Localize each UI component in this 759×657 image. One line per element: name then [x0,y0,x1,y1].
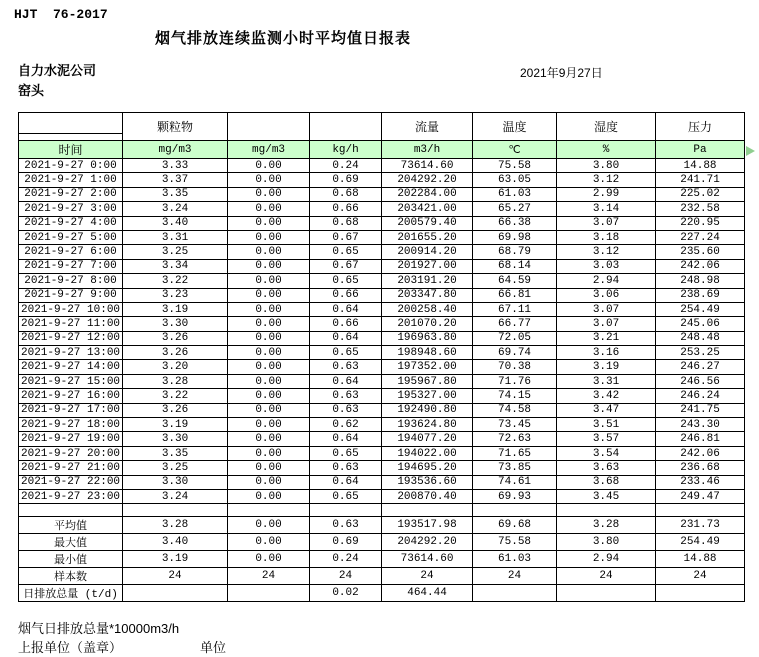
time-cell: 2021-9-27 11:00 [19,317,123,331]
value-cell: 195327.00 [382,389,473,403]
value-cell: 0.00 [228,216,310,230]
value-cell: 0.62 [310,418,382,432]
time-cell: 2021-9-27 23:00 [19,489,123,503]
value-cell: 3.19 [123,418,228,432]
summary-value-cell: 24 [473,568,557,585]
value-cell: 3.25 [123,461,228,475]
value-cell: 68.79 [473,245,557,259]
value-cell: 200914.20 [382,245,473,259]
table-row [19,489,745,503]
value-cell: 0.00 [228,317,310,331]
value-cell: 236.68 [656,461,745,475]
value-cell: 0.68 [310,216,382,230]
summary-label-cell: 日排放总量 (t/d) [19,585,123,602]
value-cell: 3.18 [557,230,656,244]
value-cell: 245.06 [656,317,745,331]
standard-number: HJT 76-2017 [14,7,108,22]
time-cell: 2021-9-27 9:00 [19,288,123,302]
value-cell: 3.68 [557,475,656,489]
time-cell: 2021-9-27 19:00 [19,432,123,446]
value-cell: 254.49 [656,302,745,316]
table-row [19,446,745,460]
value-cell: 3.31 [123,230,228,244]
value-cell: 0.00 [228,230,310,244]
value-cell: 3.30 [123,432,228,446]
value-cell: 3.54 [557,446,656,460]
value-cell: 220.95 [656,216,745,230]
value-cell: 0.64 [310,374,382,388]
summary-value-cell: 3.28 [557,517,656,534]
table-row [19,173,745,187]
summary-value-cell: 0.24 [310,551,382,568]
value-cell: 201655.20 [382,230,473,244]
value-cell: 74.61 [473,475,557,489]
value-cell: 0.65 [310,346,382,360]
value-cell: 3.37 [123,173,228,187]
summary-value-cell: 24 [310,568,382,585]
summary-value-cell: 2.94 [557,551,656,568]
value-cell: 3.42 [557,389,656,403]
value-cell: 232.58 [656,202,745,216]
summary-value-cell: 3.80 [557,534,656,551]
value-cell: 0.65 [310,274,382,288]
table-row [19,230,745,244]
value-cell: 0.68 [310,187,382,201]
group-header-cell: 颗粒物 [123,113,228,141]
value-cell: 0.63 [310,403,382,417]
time-cell: 2021-9-27 20:00 [19,446,123,460]
summary-value-cell [473,585,557,602]
value-cell: 0.00 [228,331,310,345]
value-cell: 0.00 [228,389,310,403]
time-cell: 2021-9-27 21:00 [19,461,123,475]
value-cell: 194695.20 [382,461,473,475]
value-cell: 69.93 [473,489,557,503]
summary-value-cell: 204292.20 [382,534,473,551]
value-cell: 3.63 [557,461,656,475]
table-row [19,216,745,230]
value-cell: 70.38 [473,360,557,374]
value-cell: 66.81 [473,288,557,302]
monitoring-table [18,112,745,602]
empty-cell [557,504,656,517]
time-cell: 2021-9-27 16:00 [19,389,123,403]
value-cell: 66.38 [473,216,557,230]
value-cell: 0.00 [228,461,310,475]
value-cell: 0.00 [228,489,310,503]
value-cell: 3.07 [557,302,656,316]
table-row [19,159,745,173]
value-cell: 253.25 [656,346,745,360]
value-cell: 0.65 [310,446,382,460]
time-cell: 2021-9-27 7:00 [19,259,123,273]
value-cell: 249.47 [656,489,745,503]
value-cell: 71.65 [473,446,557,460]
value-cell: 203191.20 [382,274,473,288]
value-cell: 3.19 [557,360,656,374]
table-row [19,517,745,534]
unit-cell: Pa [656,141,745,159]
summary-label-cell: 平均值 [19,517,123,534]
value-cell: 0.00 [228,173,310,187]
empty-cell [19,504,123,517]
summary-value-cell: 0.00 [228,551,310,568]
value-cell: 0.00 [228,202,310,216]
value-cell: 233.46 [656,475,745,489]
report-date: 2021年9月27日 [520,66,603,80]
value-cell: 0.65 [310,245,382,259]
table-row [19,346,745,360]
table-row [19,389,745,403]
table-row [19,202,745,216]
table-row [19,302,745,316]
value-cell: 72.05 [473,331,557,345]
unit-cell: mg/m3 [123,141,228,159]
time-cell: 2021-9-27 10:00 [19,302,123,316]
value-cell: 3.26 [123,346,228,360]
value-cell: 3.26 [123,403,228,417]
value-cell: 246.81 [656,432,745,446]
value-cell: 192490.80 [382,403,473,417]
table-row [19,317,745,331]
time-cell: 2021-9-27 6:00 [19,245,123,259]
value-cell: 3.22 [123,389,228,403]
value-cell: 3.47 [557,403,656,417]
time-header-bottom-cell [19,134,123,141]
value-cell: 3.25 [123,245,228,259]
value-cell: 246.56 [656,374,745,388]
time-cell: 2021-9-27 22:00 [19,475,123,489]
summary-value-cell: 0.00 [228,534,310,551]
empty-cell [382,504,473,517]
value-cell: 2.94 [557,274,656,288]
table-row [19,374,745,388]
value-cell: 193624.80 [382,418,473,432]
summary-value-cell: 24 [656,568,745,585]
value-cell: 73614.60 [382,159,473,173]
value-cell: 3.45 [557,489,656,503]
value-cell: 202284.00 [382,187,473,201]
summary-label-cell: 最小值 [19,551,123,568]
value-cell: 3.80 [557,159,656,173]
unit-cell: kg/h [310,141,382,159]
unit-label: 单位 [200,640,227,655]
empty-cell [473,504,557,517]
value-cell: 0.00 [228,288,310,302]
value-cell: 248.98 [656,274,745,288]
table-row [19,274,745,288]
summary-value-cell: 3.28 [123,517,228,534]
empty-cell [228,504,310,517]
time-cell: 2021-9-27 15:00 [19,374,123,388]
green-arrow-icon [746,146,755,156]
value-cell: 65.27 [473,202,557,216]
summary-value-cell: 231.73 [656,517,745,534]
unit-cell: m3/h [382,141,473,159]
value-cell: 0.66 [310,288,382,302]
time-header-top-cell [19,113,123,134]
summary-value-cell: 0.02 [310,585,382,602]
value-cell: 71.76 [473,374,557,388]
time-cell: 2021-9-27 5:00 [19,230,123,244]
value-cell: 74.58 [473,403,557,417]
table-row [19,141,745,159]
value-cell: 3.20 [123,360,228,374]
value-cell: 73.85 [473,461,557,475]
summary-value-cell: 0.69 [310,534,382,551]
value-cell: 3.14 [557,202,656,216]
value-cell: 225.02 [656,187,745,201]
value-cell: 242.06 [656,446,745,460]
value-cell: 14.88 [656,159,745,173]
value-cell: 0.00 [228,302,310,316]
summary-value-cell: 69.68 [473,517,557,534]
value-cell: 66.77 [473,317,557,331]
group-header-cell: 温度 [473,113,557,141]
table-row [19,187,745,201]
table-row [19,534,745,551]
table-row [19,585,745,602]
table-row [19,113,745,134]
summary-value-cell: 61.03 [473,551,557,568]
value-cell: 72.63 [473,432,557,446]
summary-value-cell: 14.88 [656,551,745,568]
time-cell: 2021-9-27 0:00 [19,159,123,173]
value-cell: 194022.00 [382,446,473,460]
value-cell: 0.00 [228,274,310,288]
company-name: 自力水泥公司 [18,63,97,78]
value-cell: 3.34 [123,259,228,273]
value-cell: 68.14 [473,259,557,273]
value-cell: 0.65 [310,489,382,503]
value-cell: 63.05 [473,173,557,187]
value-cell: 61.03 [473,187,557,201]
time-column-header: 时间 [19,141,123,159]
value-cell: 0.00 [228,259,310,273]
value-cell: 0.63 [310,461,382,475]
value-cell: 3.26 [123,331,228,345]
group-header-cell: 湿度 [557,113,656,141]
summary-value-cell: 3.40 [123,534,228,551]
value-cell: 3.06 [557,288,656,302]
summary-value-cell: 75.58 [473,534,557,551]
value-cell: 193536.60 [382,475,473,489]
value-cell: 3.22 [123,274,228,288]
summary-value-cell: 24 [382,568,473,585]
value-cell: 3.30 [123,317,228,331]
unit-cell: % [557,141,656,159]
value-cell: 0.67 [310,259,382,273]
value-cell: 2.99 [557,187,656,201]
summary-value-cell [557,585,656,602]
value-cell: 0.00 [228,403,310,417]
table-row [19,418,745,432]
value-cell: 0.00 [228,360,310,374]
table-row [19,245,745,259]
value-cell: 3.07 [557,317,656,331]
value-cell: 0.64 [310,475,382,489]
table-row [19,259,745,273]
summary-value-cell: 24 [557,568,656,585]
empty-cell [310,504,382,517]
value-cell: 3.23 [123,288,228,302]
value-cell: 194077.20 [382,432,473,446]
value-cell: 3.31 [557,374,656,388]
unit-cell: mg/m3 [228,141,310,159]
value-cell: 3.24 [123,202,228,216]
value-cell: 195967.80 [382,374,473,388]
value-cell: 238.69 [656,288,745,302]
time-cell: 2021-9-27 3:00 [19,202,123,216]
value-cell: 0.00 [228,346,310,360]
value-cell: 0.64 [310,432,382,446]
value-cell: 243.30 [656,418,745,432]
group-header-cell: 压力 [656,113,745,141]
value-cell: 64.59 [473,274,557,288]
empty-cell [123,504,228,517]
value-cell: 3.24 [123,489,228,503]
station-name: 窑头 [18,83,45,98]
summary-label-cell: 样本数 [19,568,123,585]
value-cell: 0.00 [228,475,310,489]
summary-label-cell: 最大值 [19,534,123,551]
value-cell: 3.51 [557,418,656,432]
value-cell: 3.03 [557,259,656,273]
value-cell: 246.27 [656,360,745,374]
unit-cell: ℃ [473,141,557,159]
value-cell: 3.35 [123,187,228,201]
time-cell: 2021-9-27 18:00 [19,418,123,432]
value-cell: 197352.00 [382,360,473,374]
value-cell: 201927.00 [382,259,473,273]
summary-value-cell: 464.44 [382,585,473,602]
value-cell: 3.57 [557,432,656,446]
value-cell: 67.11 [473,302,557,316]
summary-value-cell: 193517.98 [382,517,473,534]
value-cell: 241.71 [656,173,745,187]
value-cell: 0.67 [310,230,382,244]
value-cell: 196963.80 [382,331,473,345]
value-cell: 3.07 [557,216,656,230]
summary-value-cell: 73614.60 [382,551,473,568]
value-cell: 0.00 [228,446,310,460]
time-cell: 2021-9-27 13:00 [19,346,123,360]
value-cell: 248.48 [656,331,745,345]
flow-unit-note: 烟气日排放总量*10000m3/h [18,621,180,636]
time-cell: 2021-9-27 12:00 [19,331,123,345]
value-cell: 0.00 [228,418,310,432]
summary-value-cell: 24 [123,568,228,585]
value-cell: 200870.40 [382,489,473,503]
value-cell: 0.63 [310,360,382,374]
time-cell: 2021-9-27 17:00 [19,403,123,417]
value-cell: 69.98 [473,230,557,244]
table-row [19,331,745,345]
table-row [19,288,745,302]
value-cell: 0.63 [310,389,382,403]
summary-value-cell [656,585,745,602]
summary-value-cell: 0.63 [310,517,382,534]
table-row [19,504,745,517]
value-cell: 74.15 [473,389,557,403]
value-cell: 0.66 [310,317,382,331]
value-cell: 203347.80 [382,288,473,302]
page-title: 烟气排放连续监测小时平均值日报表 [155,30,412,47]
value-cell: 227.24 [656,230,745,244]
summary-value-cell: 254.49 [656,534,745,551]
time-cell: 2021-9-27 8:00 [19,274,123,288]
value-cell: 0.00 [228,245,310,259]
summary-value-cell [228,585,310,602]
value-cell: 0.64 [310,302,382,316]
time-cell: 2021-9-27 14:00 [19,360,123,374]
table-row [19,568,745,585]
table-row [19,461,745,475]
reporting-unit-label: 上报单位（盖章） [18,640,123,655]
value-cell: 200579.40 [382,216,473,230]
table-row [19,551,745,568]
value-cell: 235.60 [656,245,745,259]
value-cell: 3.35 [123,446,228,460]
group-header-cell [228,113,310,141]
value-cell: 201070.20 [382,317,473,331]
value-cell: 3.16 [557,346,656,360]
summary-value-cell: 0.00 [228,517,310,534]
time-cell: 2021-9-27 2:00 [19,187,123,201]
table-row [19,475,745,489]
value-cell: 3.21 [557,331,656,345]
value-cell: 3.30 [123,475,228,489]
value-cell: 203421.00 [382,202,473,216]
value-cell: 241.75 [656,403,745,417]
table-row [19,403,745,417]
summary-value-cell: 24 [228,568,310,585]
value-cell: 73.45 [473,418,557,432]
table-row [19,432,745,446]
value-cell: 0.24 [310,159,382,173]
value-cell: 0.00 [228,159,310,173]
value-cell: 204292.20 [382,173,473,187]
value-cell: 3.40 [123,216,228,230]
summary-value-cell: 3.19 [123,551,228,568]
summary-value-cell [123,585,228,602]
value-cell: 3.19 [123,302,228,316]
value-cell: 75.58 [473,159,557,173]
value-cell: 0.66 [310,202,382,216]
value-cell: 198948.60 [382,346,473,360]
group-header-cell [310,113,382,141]
value-cell: 3.28 [123,374,228,388]
value-cell: 3.12 [557,245,656,259]
value-cell: 242.06 [656,259,745,273]
value-cell: 246.24 [656,389,745,403]
time-cell: 2021-9-27 1:00 [19,173,123,187]
value-cell: 200258.40 [382,302,473,316]
group-header-cell: 流量 [382,113,473,141]
table-row [19,360,745,374]
value-cell: 69.74 [473,346,557,360]
value-cell: 0.00 [228,432,310,446]
value-cell: 0.00 [228,374,310,388]
empty-cell [656,504,745,517]
value-cell: 0.69 [310,173,382,187]
value-cell: 3.12 [557,173,656,187]
value-cell: 3.33 [123,159,228,173]
time-cell: 2021-9-27 4:00 [19,216,123,230]
value-cell: 0.00 [228,187,310,201]
value-cell: 0.64 [310,331,382,345]
